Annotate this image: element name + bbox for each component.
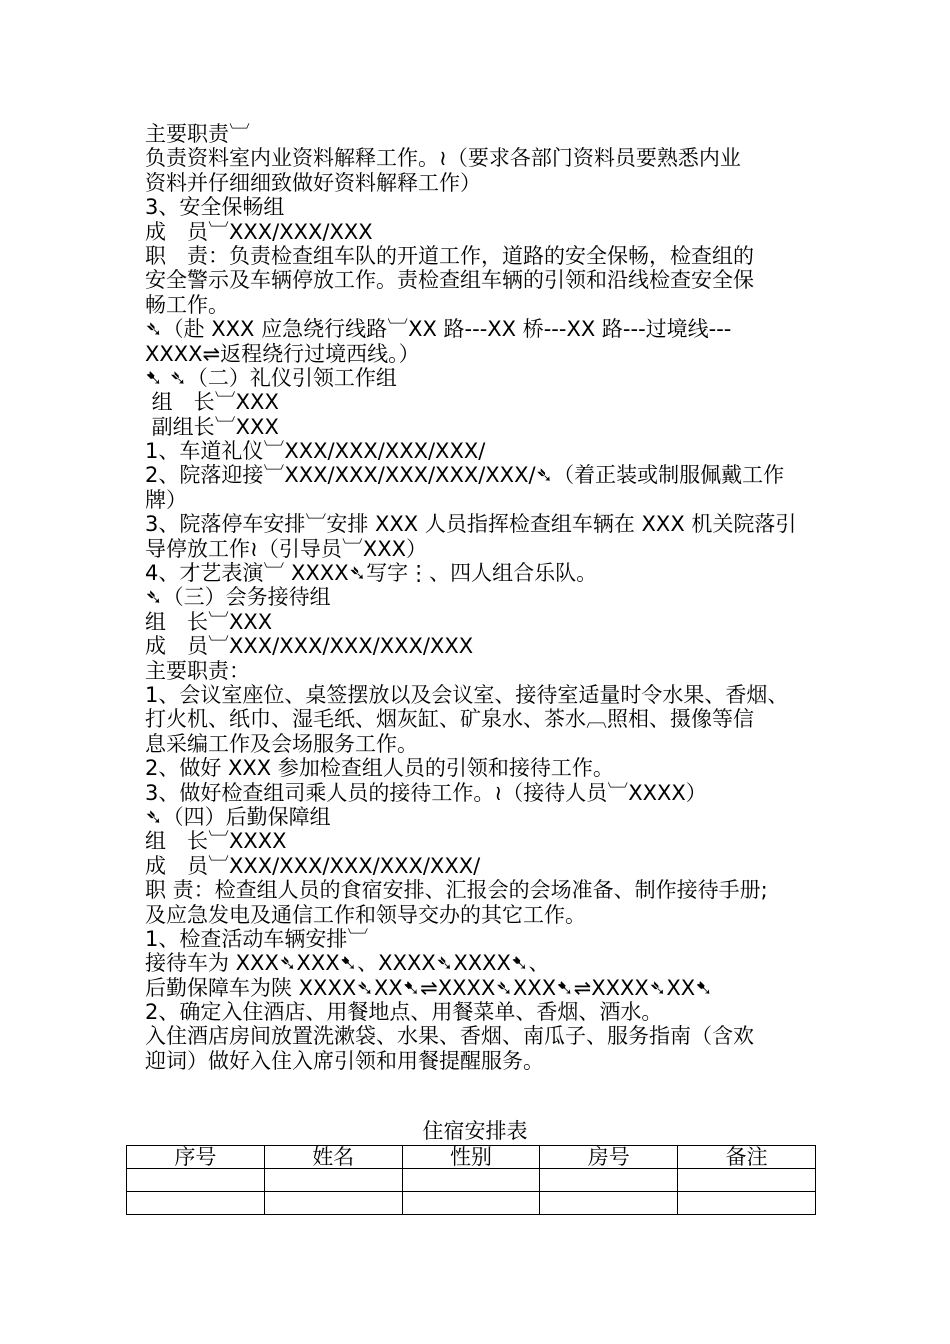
table-cell [678, 1192, 816, 1215]
text-line: 3、院落停车安排︺安排 XXX 人员指挥检查组车辆在 XXX 机关院落引 [145, 512, 797, 537]
text-line: 组 长︺XXX [145, 609, 273, 634]
text-line: 2、院落迎接︺XXX/XXX/XXX/XXX/XXX/➴（着正装或制服佩戴工作 [145, 463, 785, 488]
text-line: 组 长︺XXXX [145, 829, 287, 854]
header-cell-gender: 性别 [402, 1146, 540, 1169]
text-line: 主要职责︺ [145, 122, 250, 146]
text-line: ➴（赴 XXX 应急绕行线路︺XX 路---XX 桥---XX 路---过境线--- [145, 317, 732, 342]
text-line: 职 责：检查组人员的食宿安排、汇报会的会场准备、制作接待手册; [145, 878, 768, 903]
table-cell [540, 1169, 678, 1192]
header-cell-name: 姓名 [264, 1146, 402, 1169]
table-cell [264, 1169, 402, 1192]
text-line: 牌） [145, 487, 187, 512]
text-line: 后勤保障车为陕 XXXX➴XX➷⇌XXXX➴XXX➷⇌XXXX➴XX➷ [145, 975, 713, 1000]
text-line: 4、才艺表演︺ XXXX➴写字⋮、四人组合乐队。 [145, 561, 598, 586]
text-line: 迎词）做好入住入席引领和用餐提醒服务。 [145, 1048, 544, 1073]
table-cell [678, 1169, 816, 1192]
text-line: 成 员︺XXX/XXX/XXX/XXX/XXX/ [145, 853, 481, 878]
text-line: 接待车为 XXX➴XXX➷、XXXX➴XXXX➷、 [145, 951, 550, 976]
text-line: 及应急发电及通信工作和领导交办的其它工作。 [145, 902, 586, 927]
text-line: 负责资料室内业资料解释工作。≀（要求各部门资料员要熟悉内业 [145, 146, 741, 171]
header-cell-room: 房号 [540, 1146, 678, 1169]
text-line: 成 员︺XXX/XXX/XXX/XXX/XXX [145, 634, 474, 659]
table-header-row [127, 1146, 816, 1169]
text-line: 资料并仔细细致做好资料解释工作） [145, 170, 481, 195]
text-line: ➴（三）会务接待组 [145, 585, 331, 610]
text-line: 安全警示及车辆停放工作。责检查组车辆的引领和沿线检查安全保 [145, 268, 754, 293]
text-line: 1、检查活动车辆安排︺ [145, 926, 369, 951]
header-cell-remarks: 备注 [678, 1146, 816, 1169]
text-line: 3、做好检查组司乘人员的接待工作。≀（接待人员︺XXXX） [145, 780, 707, 805]
lodging-table [126, 1145, 816, 1215]
text-line: 2、做好 XXX 参加检查组人员的引领和接待工作。 [145, 756, 614, 781]
text-line: 导停放工作≀（引导员︺XXX） [145, 536, 428, 561]
text-line: 畅工作。 [145, 292, 229, 317]
text-line: 打火机、纸巾、湿毛纸、烟灰缸、矿泉水、茶水︹照相、摄像等信 [145, 707, 754, 732]
text-line: 副组长︺XXX [145, 414, 279, 439]
header-cell-number: 序号 [127, 1146, 265, 1169]
text-line: 3、安全保畅组 [145, 195, 285, 220]
text-line: 息采编工作及会场服务工作。 [145, 731, 418, 756]
table-cell [264, 1192, 402, 1215]
table-row [127, 1169, 816, 1192]
text-line: XXXX⇌返程绕行过境西线。） [145, 341, 420, 366]
text-line: 成 员︺XXX/XXX/XXX [145, 219, 373, 244]
text-line: ➴（四）后勤保障组 [145, 804, 331, 829]
text-line: 1、车道礼仪︺XXX/XXX/XXX/XXX/ [145, 439, 486, 464]
table-cell [127, 1169, 265, 1192]
table-cell [402, 1169, 540, 1192]
text-line: 入住酒店房间放置洗漱袋、水果、香烟、南瓜子、服务指南（含欢 [145, 1024, 754, 1049]
table-cell [540, 1192, 678, 1215]
text-line: 1、会议室座位、桌签摆放以及会议室、接待室适量时令水果、香烟、 [145, 682, 789, 707]
document-body [145, 122, 815, 1073]
table-cell [127, 1192, 265, 1215]
table-cell [402, 1192, 540, 1215]
table-row [127, 1192, 816, 1215]
text-line: 职 责：负责检查组车队的开道工作，道路的安全保畅，检查组的 [145, 243, 754, 268]
table-title: 住宿安排表 [422, 1119, 528, 1143]
text-line: 主要职责： [145, 658, 250, 683]
text-line: ➷ ➴（二）礼仪引领工作组 [145, 365, 397, 390]
text-line: 2、确定入住酒店、用餐地点、用餐菜单、香烟、酒水。 [145, 1000, 663, 1025]
text-line: 组 长︺XXX [145, 390, 279, 415]
